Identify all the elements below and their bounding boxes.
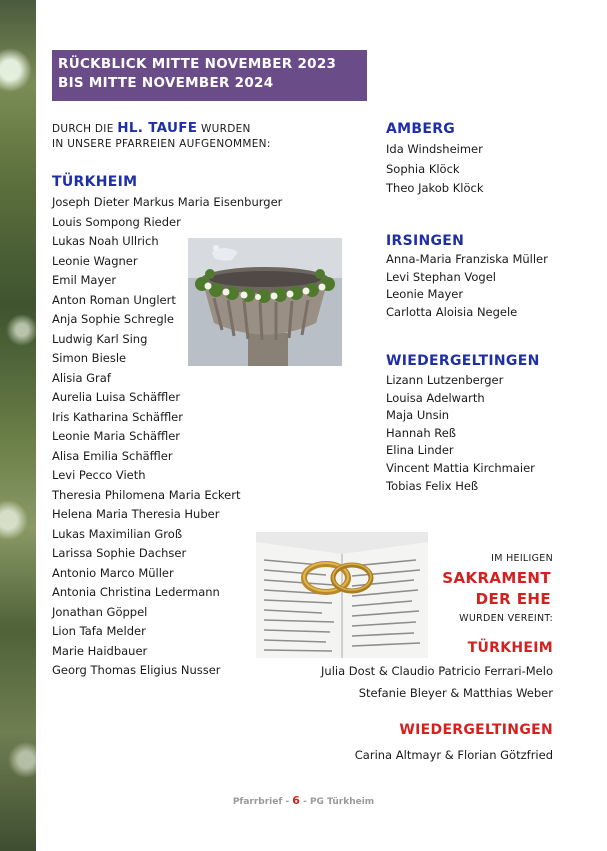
list-item: Iris Katharina Schäffler: [52, 409, 183, 424]
list-item: Marie Haidbauer: [52, 643, 148, 658]
list-item: Leonie Mayer: [386, 287, 464, 302]
list-item: Lion Tafa Melder: [52, 624, 146, 638]
baptism-intro-pre: DURCH DIE: [52, 123, 114, 135]
page-number: 6: [292, 794, 300, 807]
list-item: Vincent Mattia Kirchmaier: [386, 460, 535, 475]
banner-line-2: BIS MITTE NOVEMBER 2024: [58, 75, 274, 91]
list-item: Levi Stephan Vogel: [386, 269, 496, 284]
list-item: Lukas Noah Ullrich: [52, 234, 159, 248]
baptism-intro-line-2: IN UNSERE PFARREIEN AUFGENOMMEN:: [52, 138, 271, 150]
list-item: Aurelia Luisa Schäffler: [52, 390, 181, 404]
list-item: Theo Jakob Klöck: [386, 181, 484, 195]
list-item: Elina Linder: [386, 443, 454, 458]
wiedergeltingen-couples-list: [355, 744, 553, 766]
list-item: Ida Windsheimer: [386, 142, 483, 156]
marriage-intro-2: [459, 612, 553, 626]
list-item: Georg Thomas Eligius Nusser: [52, 663, 221, 677]
list-item: Louisa Adelwarth: [386, 390, 485, 405]
tuerkheim-couples-list: [321, 660, 553, 704]
list-item: Levi Pecco Vieth: [52, 468, 146, 482]
baptism-intro-highlight: HL. TAUFE: [117, 120, 198, 136]
marriage-intro: [491, 552, 553, 566]
list-item: Theresia Philomena Maria Eckert: [52, 487, 241, 502]
list-item: Lukas Maximilian Groß: [52, 526, 183, 541]
page-footer: [0, 794, 607, 807]
baptism-intro: [52, 121, 271, 152]
list-item: Joseph Dieter Markus Maria Eisenburger: [52, 195, 283, 209]
list-item: Alisia Graf: [52, 370, 111, 385]
list-item: Larissa Sophie Dachser: [52, 546, 187, 560]
baptism-intro-post: WURDEN: [200, 123, 251, 135]
banner-line-1: RÜCKBLICK MITTE NOVEMBER 2023: [58, 56, 337, 72]
list-item: Leonie Maria Schäffler: [52, 429, 181, 443]
list-item: Louis Sompong Rieder: [52, 214, 181, 229]
list-item: Anja Sophie Schregle: [52, 312, 174, 326]
wiedergeltingen-marriage-heading: WIEDERGELTINGEN: [399, 722, 553, 738]
list-item: Stefanie Bleyer & Matthias Weber: [358, 686, 553, 700]
tuerkheim-baptism-heading: TÜRKHEIM: [52, 174, 138, 190]
list-item: Antonia Christina Ledermann: [52, 585, 220, 599]
footer-left: Pfarrbrief -: [232, 797, 290, 807]
irsingen-baptism-list: [386, 251, 548, 321]
list-item: Lizann Lutzenberger: [386, 373, 504, 387]
wiedergeltingen-baptism-list: [386, 372, 535, 495]
sakrament-heading: SAKRAMENT: [442, 569, 551, 587]
irsingen-baptism-heading: IRSINGEN: [386, 233, 465, 249]
marriage-intro-line-2: WURDEN VEREINT:: [459, 613, 553, 624]
baptismal-font-illustration: [188, 238, 342, 366]
baptismal-font-photo: [188, 238, 342, 366]
list-item: Ludwig Karl Sing: [52, 331, 148, 346]
list-item: Maja Unsin: [386, 408, 450, 423]
wiedergeltingen-baptism-heading: WIEDERGELTINGEN: [386, 353, 540, 369]
wedding-rings-illustration: [256, 532, 428, 658]
amberg-baptism-heading: AMBERG: [386, 121, 456, 137]
list-item: Jonathan Göppel: [52, 604, 148, 619]
list-item: Anton Roman Unglert: [52, 292, 176, 307]
list-item: Sophia Klöck: [386, 161, 460, 176]
wedding-rings-photo: [256, 532, 428, 658]
list-item: Leonie Wagner: [52, 253, 138, 268]
list-item: Anna-Maria Franziska Müller: [386, 252, 548, 266]
list-item: Simon Biesle: [52, 351, 127, 365]
list-item: Helena Maria Theresia Huber: [52, 507, 220, 521]
marriage-intro-line-1: IM HEILIGEN: [491, 553, 553, 564]
list-item: Julia Dost & Claudio Patricio Ferrari-Melo: [321, 664, 553, 678]
list-item: Tobias Felix Heß: [386, 478, 479, 493]
section-banner: [52, 50, 367, 101]
list-item: Carlotta Aloisia Negele: [386, 304, 518, 319]
footer-right: - PG Türkheim: [303, 797, 375, 807]
decorative-sidebar-photo: [0, 0, 36, 851]
list-item: Antonio Marco Müller: [52, 565, 174, 580]
list-item: Alisa Emilia Schäffler: [52, 448, 173, 463]
list-item: Emil Mayer: [52, 273, 117, 287]
der-ehe-heading: DER EHE: [475, 590, 551, 608]
list-item: Carina Altmayr & Florian Götzfried: [354, 748, 553, 762]
list-item: Hannah Reß: [386, 425, 457, 440]
tuerkheim-marriage-heading: TÜRKHEIM: [467, 640, 553, 656]
amberg-baptism-list: [386, 140, 484, 199]
